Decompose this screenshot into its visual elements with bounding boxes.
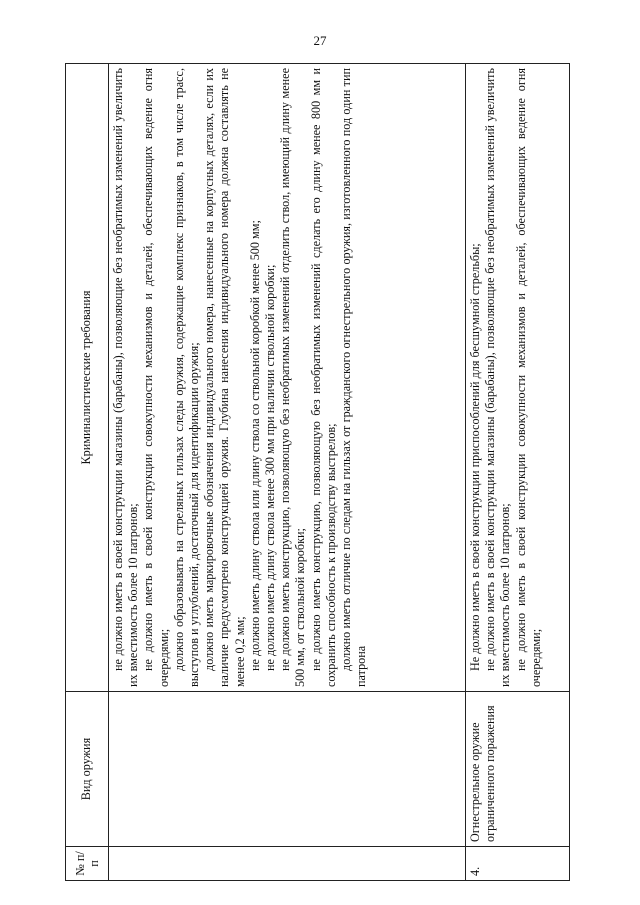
page-number: 27 bbox=[313, 33, 327, 48]
table-header-row bbox=[66, 64, 109, 881]
requirements-cell bbox=[466, 64, 570, 692]
requirement-paragraph: не должно иметь в своей конструкции совокупности механизмов и деталей, обеспечивающих ведение огня очередями; bbox=[141, 68, 171, 687]
weapon-type bbox=[109, 692, 466, 847]
header-num: № п/п bbox=[66, 847, 109, 881]
requirement-paragraph: не должно иметь конструкцию, позволяющую без необратимых изменений отделить ствол, имеющий длину менее 500 мм, от ствольной коробки; bbox=[278, 68, 308, 687]
row-number: 4. bbox=[466, 847, 570, 881]
requirement-paragraph: должно иметь маркировочные обозначения индивидуального номера, нанесенные на корпусных деталях, если их наличие предусмотрено конструкцией оружия. Глубина нанесения индивидуального номера должна составлять не менее 0,2 мм; bbox=[202, 68, 247, 687]
header-type: Вид оружия bbox=[66, 692, 109, 847]
requirements-table bbox=[65, 63, 570, 881]
row-number bbox=[109, 847, 466, 881]
requirement-paragraph: не должно иметь конструкцию, позволяющую без необратимых изменений сделать его длину менее 800 мм и сохранить способность к производству выстрелов; bbox=[308, 68, 338, 687]
rotated-table-container bbox=[65, 63, 570, 881]
requirement-paragraph: не должно иметь в своей конструкции магазины (барабаны), позволяющие без необратимых изменений увеличить их вместимость более 10 патронов; bbox=[483, 68, 513, 687]
requirement-paragraph: должно иметь отличие по следам на гильзах от гражданского огнестрельного оружия, изготовленного под один тип патрона bbox=[339, 68, 369, 687]
table-row bbox=[109, 64, 466, 881]
requirement-paragraph: не должно иметь длину ствола менее 300 мм при наличии ствольной коробки; bbox=[263, 264, 278, 671]
requirement-paragraph: не должно иметь в своей конструкции совокупности механизмов и деталей, обеспечивающих ведение огня очередями; bbox=[513, 68, 543, 687]
requirements-cell bbox=[109, 64, 466, 692]
requirement-paragraph: не должно иметь в своей конструкции магазины (барабаны), позволяющие без необратимых изменений увеличить их вместимость более 10 патронов; bbox=[111, 68, 141, 687]
requirement-paragraph: должно образовывать на стреляных гильзах следы оружия, содержащие комплекс признаков, в том числе трасс, выступов и углублений, достаточный для идентификации оружия; bbox=[171, 68, 202, 687]
weapon-type: Огнестрельное оружие ограниченного поражения bbox=[466, 692, 570, 847]
header-requirements: Криминалистические требования bbox=[66, 64, 109, 692]
table-row bbox=[466, 64, 570, 881]
requirement-paragraph: не должно иметь длину ствола или длину ствола со ствольной коробкой менее 500 мм; bbox=[247, 220, 262, 671]
requirement-paragraph: Не должно иметь в своей конструкции приспособлений для бесшумной стрельбы; bbox=[468, 243, 482, 671]
